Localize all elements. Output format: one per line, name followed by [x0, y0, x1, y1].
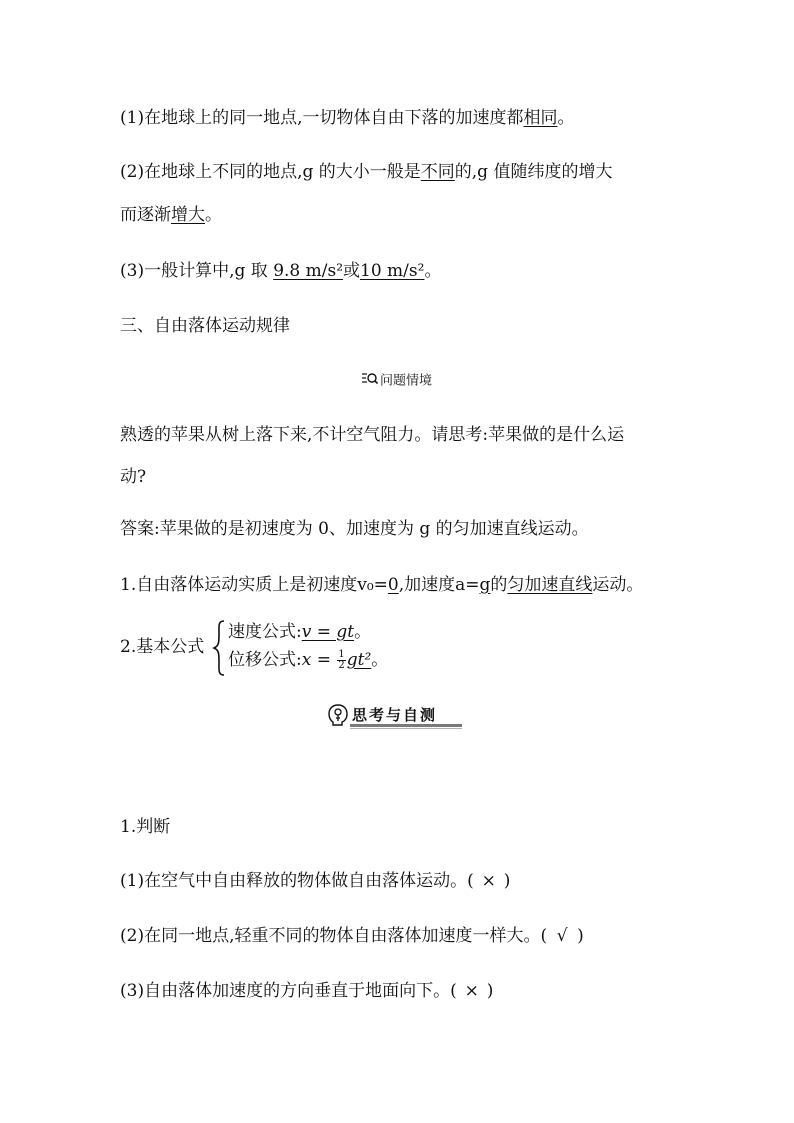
item-3 [120, 259, 441, 283]
section-heading: 三、自由落体运动规律 [120, 316, 290, 336]
displacement-formula-label: 位移公式: [228, 650, 302, 670]
displacement-formula [228, 648, 388, 672]
judge-item-2-close: ) [577, 926, 584, 946]
judge-item-2-text: (2)在同一地点,轻重不同的物体自由落体加速度一样大。( [120, 926, 548, 946]
item-3-text: (3)一般计算中,g 取 [120, 261, 274, 281]
item-2-end: 的,g 值随纬度的增大 [454, 162, 613, 182]
item-2-continued [120, 203, 222, 227]
law-1-text: 1.自由落体运动实质上是初速度v₀= [120, 575, 388, 595]
item-3-or: 或 [343, 261, 361, 281]
item-1-end: 。 [557, 108, 575, 128]
banner-underline [350, 724, 462, 727]
item-2-text: (2)在地球上不同的地点,g 的大小一般是 [120, 162, 421, 182]
displacement-formula-rest: gt² [346, 650, 372, 670]
answer-line: 答案:苹果做的是初速度为 0、加速度为 g 的匀加速直线运动。 [120, 519, 589, 539]
one-half-fraction [337, 650, 345, 671]
fraction-denominator: 2 [338, 660, 345, 671]
item-2-answer: 不同 [420, 162, 455, 182]
item-3-answer-2: 10 m/s² [360, 261, 425, 281]
judge-item-3-close: ) [486, 981, 494, 1001]
law-1 [120, 573, 643, 597]
judge-item-1 [120, 869, 510, 893]
question-line-1: 熟透的苹果从树上落下来,不计空气阻力。请思考:苹果做的是什么运 [120, 425, 625, 445]
velocity-formula [228, 620, 371, 644]
law-1-answer-3: 匀加速直线 [507, 575, 593, 595]
check-mark: √ [556, 926, 568, 946]
law-2-label: 2.基本公式 [120, 637, 205, 657]
item-2b-end: 。 [205, 205, 222, 225]
velocity-formula-end: 。 [354, 622, 372, 642]
judge-item-1-close: ) [503, 871, 511, 891]
cross-mark: × [464, 981, 479, 1001]
item-1 [120, 106, 574, 130]
item-2 [120, 160, 612, 184]
curly-brace-icon [212, 620, 226, 676]
law-1-end: 运动。 [592, 575, 644, 595]
problem-caption-text: 问题情境 [379, 373, 432, 389]
item-3-answer-1: 9.8 m/s² [273, 261, 344, 281]
banner-underline-thin [350, 728, 462, 729]
law-1-answer-1: 0 [387, 575, 399, 595]
velocity-formula-expr: v = gt [301, 622, 355, 642]
item-3-end: 。 [424, 261, 442, 281]
item-2b-answer: 增大 [171, 205, 205, 225]
thinking-head-icon [328, 704, 348, 726]
section-banner [328, 703, 464, 729]
law-1-mid-2: 的 [490, 575, 508, 595]
problem-caption [0, 372, 794, 391]
velocity-formula-label: 速度公式: [228, 622, 302, 642]
displacement-formula-end: 。 [371, 650, 389, 670]
law-1-answer-2: g [479, 575, 491, 595]
magnifier-icon [362, 372, 378, 390]
banner-title: 思考与自测 [352, 706, 438, 724]
judge-item-2 [120, 924, 584, 948]
judge-item-1-text: (1)在空气中自由释放的物体做自由落体运动。( [120, 871, 474, 891]
cross-mark: × [481, 871, 496, 891]
displacement-formula-lhs: x = [301, 650, 337, 670]
item-1-text: (1)在地球上的同一地点,一切物体自由下落的加速度都 [120, 108, 524, 128]
judge-item-3-text: (3)自由落体加速度的方向垂直于地面向下。( [120, 981, 457, 1001]
item-1-answer: 相同 [523, 108, 558, 128]
item-2b-text: 而逐渐 [120, 205, 171, 225]
judge-item-3 [120, 979, 493, 1003]
law-2-formulas [120, 620, 520, 676]
law-1-mid: ,加速度a= [398, 575, 480, 595]
fraction-numerator: 1 [338, 649, 345, 660]
judge-heading: 1.判断 [120, 817, 171, 837]
question-line-2: 动? [120, 467, 147, 487]
